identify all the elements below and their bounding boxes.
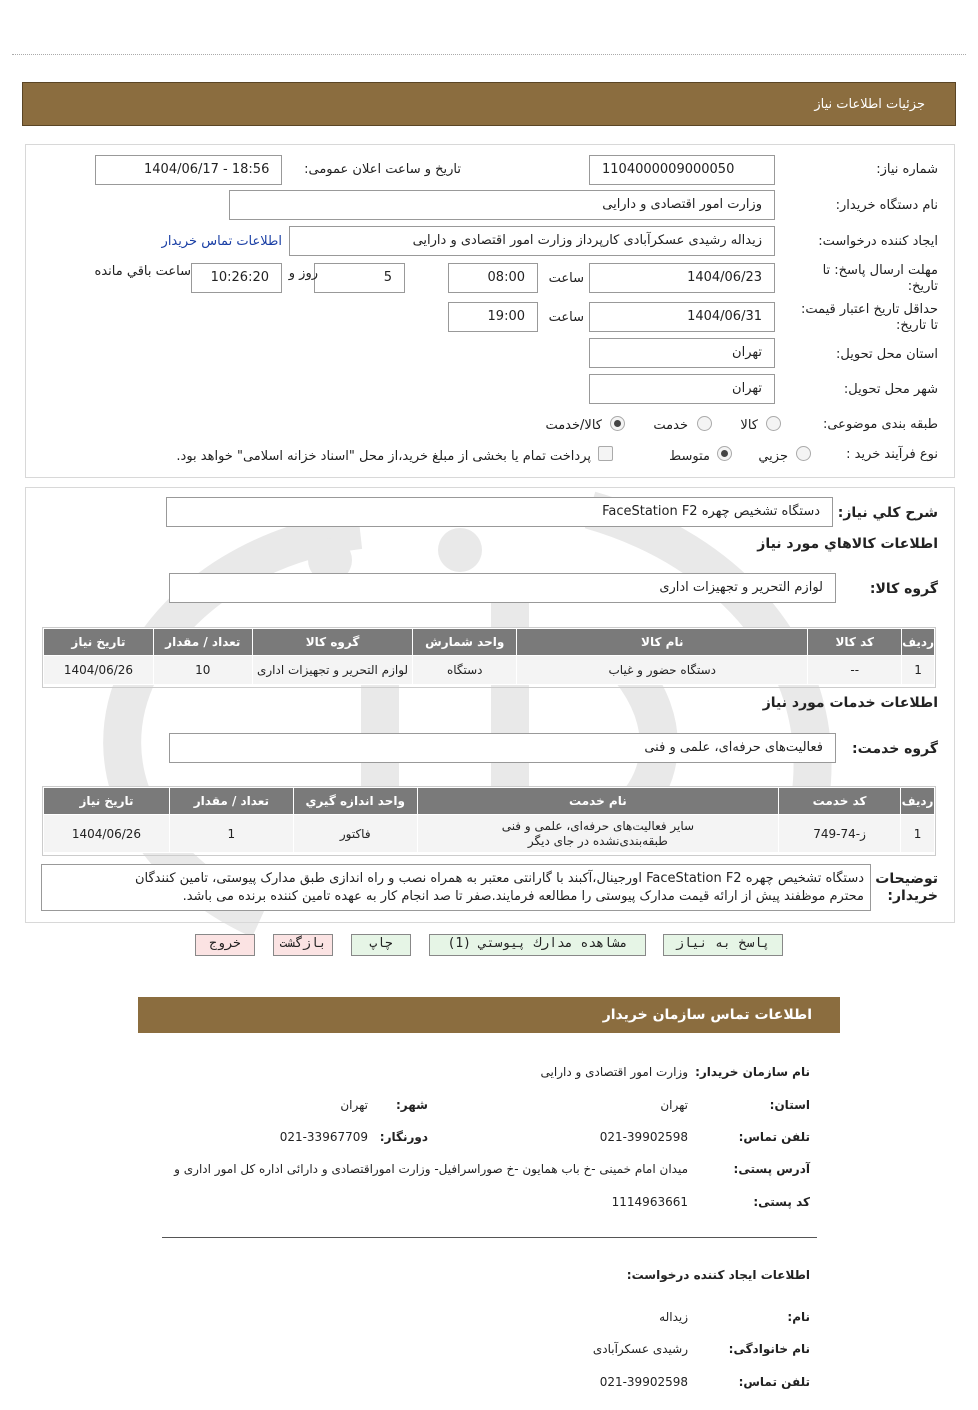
goods-col-name: نام كالا bbox=[517, 629, 808, 656]
table-row bbox=[44, 815, 935, 853]
treasury-checkbox[interactable] bbox=[598, 446, 613, 461]
creator-field[interactable]: زیداله رشیدی عسکرآبادی کارپرداز وزارت امور اقتصادی و دارایی bbox=[289, 226, 775, 256]
service-col-index: رديف bbox=[901, 788, 935, 815]
contact-address-value: میدان امام خمینی -خ باب همایون -خ صوراسرافیل- وزارت اموراقتصادی و دارائی اداره کل امور اداری و bbox=[174, 1162, 688, 1176]
contact-postal-value: 1114963661 bbox=[611, 1195, 688, 1209]
buyer-contact-link[interactable]: اطلاعات تماس خریدار bbox=[161, 234, 282, 249]
service-name-line2: طبقه‌بندی‌نشده در جای دیگر bbox=[527, 833, 668, 848]
validity-label-line2: تا تاریخ: bbox=[896, 318, 938, 333]
category-label: طبقه بندی موضوعی: bbox=[822, 417, 938, 432]
print-button[interactable]: چاپ bbox=[351, 934, 411, 956]
contact-postal-label: کد پستی: bbox=[753, 1195, 810, 1209]
goods-cell-unit: دستگاه bbox=[413, 656, 517, 685]
process-medium-label: متوسط bbox=[669, 449, 710, 464]
service-table bbox=[43, 787, 935, 853]
category-goods-label: کالا bbox=[740, 418, 758, 433]
exit-button[interactable]: خروج bbox=[195, 934, 255, 956]
time-remaining-field[interactable]: 10:26:20 bbox=[191, 263, 282, 293]
general-desc-label: شرح كلي نياز: bbox=[837, 505, 938, 521]
goods-table bbox=[43, 628, 935, 685]
notes-label-line1: توضيحات bbox=[875, 871, 938, 887]
city-field[interactable]: تهران bbox=[589, 374, 775, 404]
buyer-contact-title: اطلاعات تماس سازمان خریدار bbox=[602, 1007, 812, 1023]
creator-family-value: رشیدی عسکرآبادی bbox=[592, 1342, 688, 1356]
buyer-contact-title-bar bbox=[138, 997, 840, 1033]
validity-hour-label: ساعت bbox=[548, 310, 584, 325]
contact-fax-value: 021-33967709 bbox=[279, 1130, 368, 1144]
service-group-label: گروه خدمت: bbox=[852, 741, 938, 757]
validity-label-line1: حداقل تاریخ اعتبار قیمت: bbox=[800, 302, 938, 317]
category-goods-radio[interactable] bbox=[766, 416, 781, 431]
service-col-qty: تعداد / مقدار bbox=[169, 788, 293, 815]
creator-label: ایجاد کننده درخواست: bbox=[818, 234, 938, 249]
service-cell-unit: فاکتور bbox=[293, 815, 417, 853]
goods-heading: اطلاعات كالاهاي مورد نياز bbox=[757, 536, 938, 552]
contact-org-label: نام سازمان خریدار: bbox=[695, 1065, 810, 1079]
notes-label-line2: خريدار: bbox=[887, 888, 938, 904]
back-button[interactable]: بازگشت bbox=[273, 934, 333, 956]
validity-time-field[interactable]: 19:00 bbox=[448, 302, 538, 332]
goods-cell-index: 1 bbox=[902, 656, 935, 685]
process-minor-radio[interactable] bbox=[796, 446, 811, 461]
reply-button[interactable]: پاسخ به نياز bbox=[663, 934, 783, 956]
deadline-time-field[interactable]: 08:00 bbox=[448, 263, 538, 293]
page-title: جزئیات اطلاعات نیاز bbox=[814, 97, 925, 112]
buyer-org-field[interactable]: وزارت امور اقتصادی و دارایی bbox=[229, 190, 775, 220]
goods-cell-date: 1404/06/26 bbox=[44, 656, 154, 685]
page-title-bar bbox=[22, 82, 956, 126]
goods-col-code: كد كالا bbox=[808, 629, 902, 656]
table-row bbox=[44, 656, 935, 685]
days-remaining-field[interactable]: 5 bbox=[314, 263, 405, 293]
goods-cell-group: لوازم التحریر و تجهیزات اداری bbox=[252, 656, 413, 685]
contact-city-value: تهران bbox=[340, 1098, 368, 1112]
service-col-date: تاريخ نياز bbox=[44, 788, 170, 815]
announce-datetime-field[interactable]: 1404/06/17 - 18:56 bbox=[95, 155, 282, 185]
services-heading: اطلاعات خدمات مورد نياز bbox=[762, 695, 938, 711]
service-cell-qty: 1 bbox=[169, 815, 293, 853]
days-label: روز و bbox=[288, 266, 318, 281]
need-number-label: شماره نیاز: bbox=[876, 162, 938, 177]
view-attachments-button[interactable]: مشاهده مدارك پيوستي (1) bbox=[429, 934, 646, 956]
process-medium-radio[interactable] bbox=[717, 446, 732, 461]
service-col-unit: واحد اندازه گيري bbox=[293, 788, 417, 815]
buyer-notes-box bbox=[41, 864, 871, 911]
contact-city-label: شهر: bbox=[396, 1098, 428, 1112]
notes-line1: دستگاه تشخیص چهره FaceStation F2 اورجینال،آکبند با گارانتی معتبر به همراه نصب و راه اندازی طبق مدارک پیوستی، تامین کنندگان bbox=[134, 871, 864, 886]
treasury-note: پرداخت تمام یا بخشی از مبلغ خرید،از محل "اسناد خزانه اسلامی" خواهد بود. bbox=[176, 449, 591, 464]
category-goods-service-label: کالا/خدمت bbox=[545, 418, 602, 433]
goods-cell-name: دستگاه حضور و غیاب bbox=[517, 656, 808, 685]
contact-org-value: وزارت امور اقتصادی و دارایی bbox=[540, 1065, 688, 1079]
validity-date-field[interactable]: 1404/06/31 bbox=[589, 302, 775, 332]
deadline-hour-label: ساعت bbox=[548, 271, 584, 286]
service-name-line1: سایر فعالیت‌های حرفه‌ای، علمی و فنی bbox=[501, 818, 695, 833]
goods-col-unit: واحد شمارش bbox=[413, 629, 517, 656]
contact-fax-label: دورنگار: bbox=[379, 1130, 428, 1144]
remaining-label: ساعت باقي مانده bbox=[94, 264, 191, 279]
category-service-radio[interactable] bbox=[697, 416, 712, 431]
process-minor-label: جزيي bbox=[758, 449, 788, 464]
goods-group-label: گروه كالا: bbox=[869, 581, 938, 597]
process-label: نوع فرآیند خرید : bbox=[846, 447, 938, 462]
service-cell-name bbox=[417, 815, 779, 853]
buyer-org-label: نام دستگاه خریدار: bbox=[835, 198, 938, 213]
creator-name-value: زیداله bbox=[659, 1310, 688, 1324]
service-cell-index: 1 bbox=[901, 815, 935, 853]
general-desc-field[interactable]: دستگاه تشخیص چهره FaceStation F2 bbox=[166, 497, 833, 527]
service-cell-code: ز-74-749 bbox=[779, 815, 901, 853]
contact-province-value: تهران bbox=[660, 1098, 688, 1112]
goods-cell-code: -- bbox=[808, 656, 902, 685]
goods-cell-qty: 10 bbox=[153, 656, 252, 685]
service-col-name: نام خدمت bbox=[417, 788, 779, 815]
contact-province-label: استان: bbox=[769, 1098, 810, 1112]
top-divider bbox=[12, 54, 966, 55]
creator-info-heading: اطلاعات ایجاد کننده درخواست: bbox=[626, 1268, 810, 1282]
contact-divider bbox=[162, 1237, 817, 1238]
goods-group-field[interactable]: لوازم التحریر و تجهیزات اداری bbox=[169, 573, 836, 603]
goods-col-date: تاريخ نياز bbox=[44, 629, 154, 656]
notes-line2: محترم موظفند پیش از ارائه قیمت مدارک پیوستی را مطالعه فرمایند.صفر تا صد انجام کار به عهده تامین کننده برنده می باشد. bbox=[182, 889, 864, 904]
contact-phone-value: 021-39902598 bbox=[599, 1130, 688, 1144]
service-cell-date: 1404/06/26 bbox=[44, 815, 170, 853]
deadline-label-line1: مهلت ارسال پاسخ: تا bbox=[822, 263, 938, 278]
category-service-label: خدمت bbox=[653, 418, 688, 433]
announce-label: تاریخ و ساعت اعلان عمومی: bbox=[304, 162, 461, 177]
deadline-date-field[interactable]: 1404/06/23 bbox=[589, 263, 775, 293]
goods-col-index: رديف bbox=[902, 629, 935, 656]
province-field[interactable]: تهران bbox=[589, 338, 775, 368]
creator-name-label: نام: bbox=[787, 1310, 810, 1324]
need-number-field[interactable]: 1104000009000050 bbox=[589, 155, 775, 185]
service-col-code: كد خدمت bbox=[779, 788, 901, 815]
creator-family-label: نام خانوادگی: bbox=[728, 1342, 810, 1356]
goods-col-group: گروه كالا bbox=[252, 629, 413, 656]
category-goods-service-radio[interactable] bbox=[610, 416, 625, 431]
contact-address-label: آدرس پستی: bbox=[733, 1162, 810, 1176]
creator-phone-value: 021-39902598 bbox=[599, 1375, 688, 1389]
goods-col-qty: تعداد / مقدار bbox=[153, 629, 252, 656]
city-label: شهر محل تحویل: bbox=[843, 382, 938, 397]
province-label: استان محل تحویل: bbox=[836, 347, 938, 362]
deadline-label-line2: تاریخ: bbox=[907, 279, 938, 294]
contact-phone-label: تلفن تماس: bbox=[738, 1130, 810, 1144]
creator-phone-label: تلفن تماس: bbox=[738, 1375, 810, 1389]
service-group-field[interactable]: فعالیت‌های حرفه‌ای، علمی و فنی bbox=[169, 733, 836, 763]
